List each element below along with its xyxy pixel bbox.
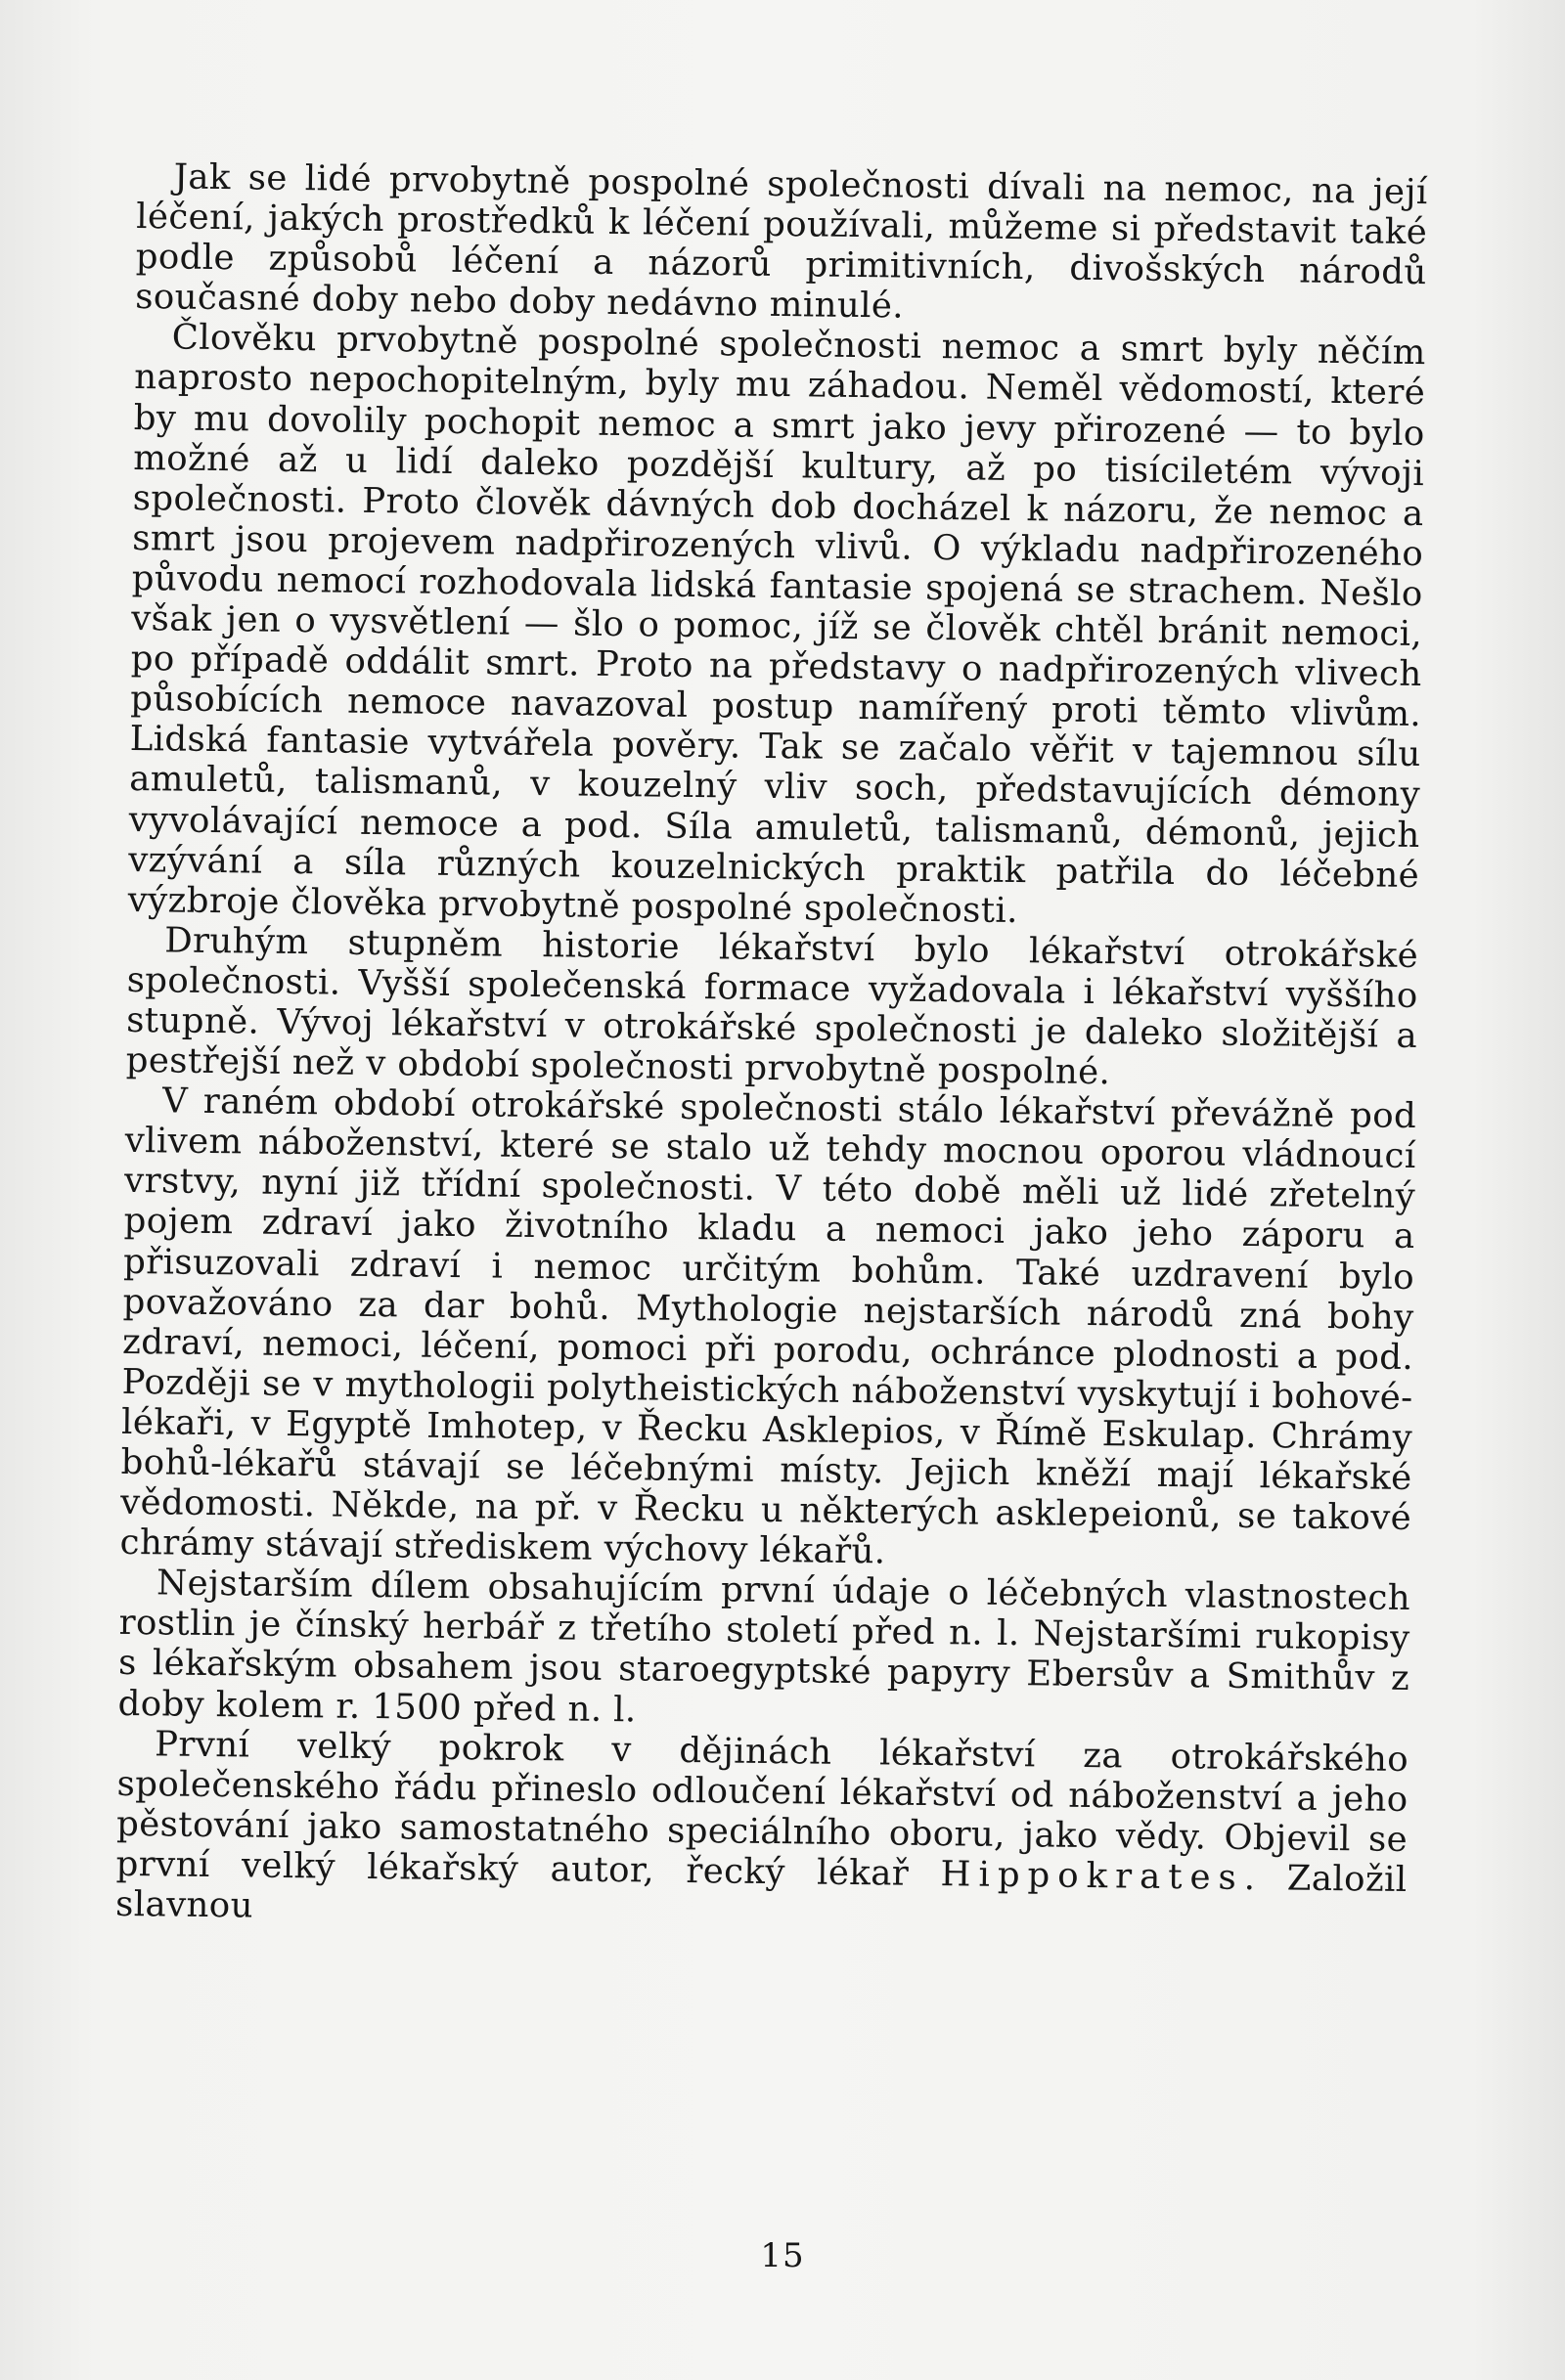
paragraph-hippokrates-before: První velký pokrok v dějinách lékařství za otrokářského společenského řádu přineslo odloučení lékařství od náboženství a jeho pěstování jako samostatného speciálního oboru, jako vědy. Objevil se první velký lékařský autor, řecký lékař xyxy=(115,1724,1409,1894)
paragraph-primitive-views: Jak se lidé prvobytně pospolné společnosti dívali na nemoc, na její léčení, jakých prostředků k léčení používali, můžeme si představit také podle způsobů léčení a názorů primitivních, divošských národů současné doby nebo doby nedávno minulé. xyxy=(134,156,1428,327)
page-number: 15 xyxy=(760,2236,805,2275)
paragraph-oldest-works: Nejstarším dílem obsahujícím první údaje o léčebných vlastnostech rostlin je čínský herbář z třetího století před n. l. Nejstaršími rukopisy s lékařským obsahem jsou staroegyptské papyry Ebersův a Smithův z doby kolem r. 1500 před n. l. xyxy=(117,1563,1411,1730)
hippokrates-name: Hippokrates xyxy=(940,1854,1245,1898)
body-text xyxy=(115,156,1428,1940)
paragraph-hippokrates-after: . Založil slavnou xyxy=(114,1857,1408,1926)
paragraph-hippokrates xyxy=(115,1724,1408,1941)
paragraph-religion-and-medicine: V raném období otrokářské společnosti stálo lékařství převážně pod vlivem náboženství, které se stalo už tehdy mocnou oporou vládnoucí vrstvy, nyní již třídní společnosti. V této době měli už lidé zřetelný pojem zdraví jako životního kladu a nemoci jako jeho záporu a přisuzovali zdraví i nemoc určitým bohům. Také uzdravení bylo považováno za dar bohů. Mythologie nejstarších národů zná bohy zdraví, nemoci, léčení, pomoci při porodu, ochránce plodnosti a pod. Později se v mythologii polytheistických náboženství vyskytují i bohové-lékaři, v Egyptě Imhotep, v Řecku Asklepios, v Římě Eskulap. Chrámy bohů-lékařů stávají se léčebnými místy. Jejich kněží mají lékařské vědomosti. Někde, na př. v Řecku u některých asklepeionů, se takové chrámy stávají střediskem výchovy lékařů. xyxy=(119,1080,1417,1572)
paragraph-supernatural-causes: Člověku prvobytně pospolné společnosti nemoc a smrt byly něčím naprosto nepochopitelným, byly mu záhadou. Neměl vědomostí, které by mu dovolily pochopit nemoc a smrt jako jevy přirozené — to bylo možné až u lidí daleko pozdější kultury, až po tisíciletém vývoji společnosti. Proto člověk dávných dob docházel k názoru, že nemoc a smrt jsou projevem nadpřirozených vlivů. O výkladu nadpřirozeného původu nemocí rozhodovala lidská fantasie spojená se strachem. Nešlo však jen o vysvětlení — šlo o pomoc, jíž se člověk chtěl bránit nemoci, po případě oddálit smrt. Proto na představy o nadpřirozených vlivech působících nemoce navazoval postup namířený proti těmto vlivům. Lidská fantasie vytvářela pověry. Tak se začalo věřit v tajemnou sílu amuletů, talismanů, v kouzelný vliv soch, představujících démony vyvolávající nemoce a pod. Síla amuletů, talismanů, démonů, jejich vzývání a síla různých kouzelnických praktik patřila do léčebné výzbroje člověka prvobytně pospolné společnosti. xyxy=(127,317,1426,931)
paragraph-slave-society-medicine: Druhým stupněm historie lékařství bylo lékařství otrokářské společnosti. Vyšší společenská formace vyžadovala i lékařství vyššího stupně. Vývoj lékařství v otrokářské společnosti je daleko složitější a pestřejší než v období společnosti prvobytně pospolné. xyxy=(125,920,1419,1093)
